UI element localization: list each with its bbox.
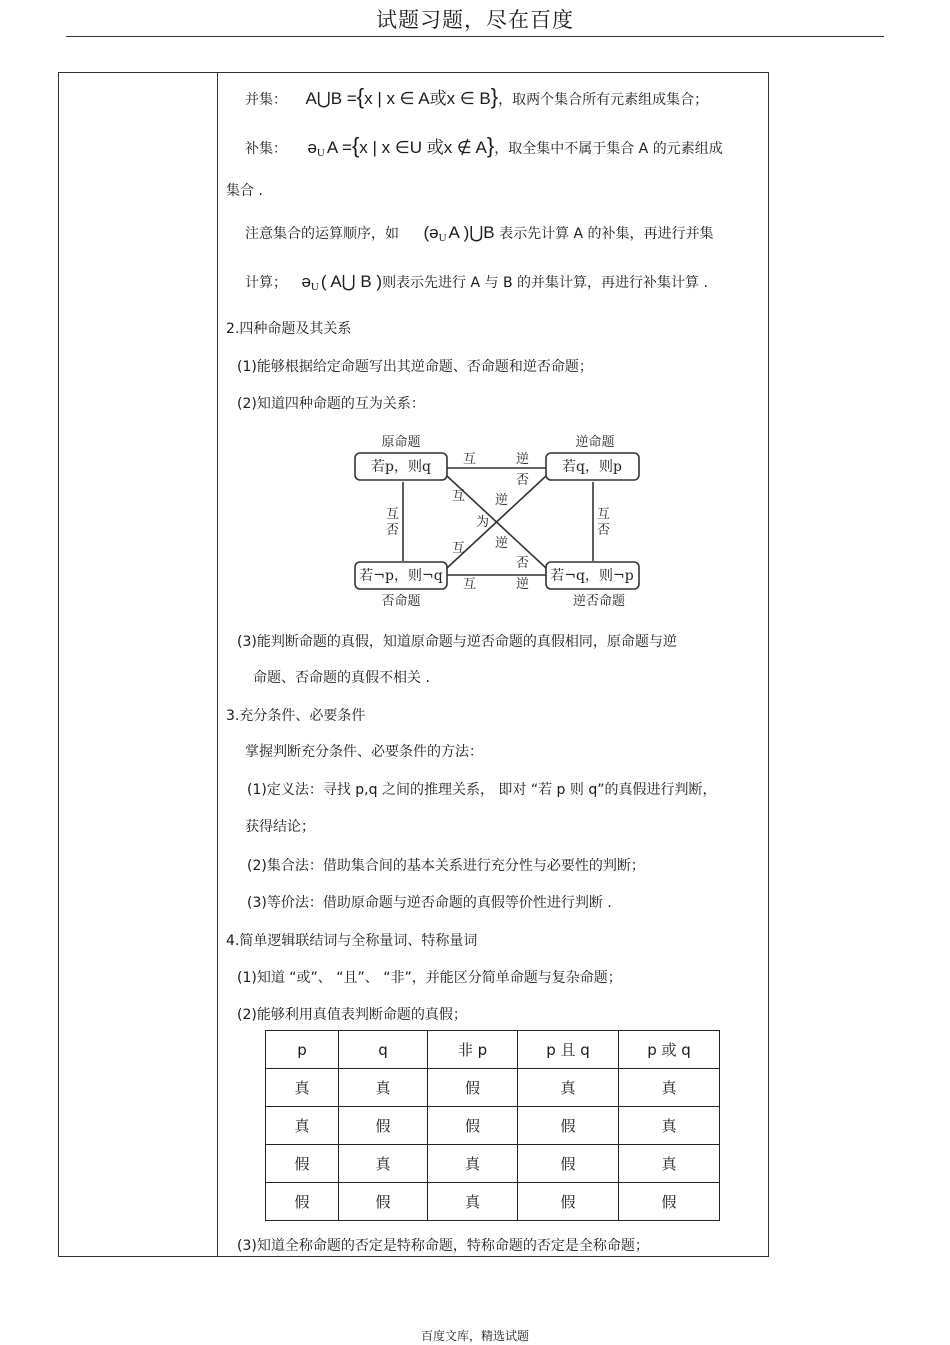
contrapositive-title: 逆否命题 bbox=[572, 594, 626, 609]
truth-table-cell: 假 bbox=[518, 1145, 619, 1183]
truth-table-cell: 假 bbox=[518, 1183, 619, 1221]
truth-table-row bbox=[266, 1145, 720, 1183]
four-propositions-diagram bbox=[350, 430, 650, 615]
header-rule bbox=[66, 36, 884, 37]
truth-table-cell: 真 bbox=[619, 1145, 720, 1183]
section3-title: 3.充分条件、必要条件 bbox=[226, 708, 366, 724]
converse-box-text: 若q，则p bbox=[562, 459, 622, 475]
label-ni: 逆 bbox=[516, 577, 530, 592]
section3-item2: (2)集合法：借助集合间的基本关系进行充分性与必要性的判断； bbox=[247, 858, 645, 874]
truth-table-cell: 真 bbox=[339, 1145, 428, 1183]
complement-label: 补集： bbox=[245, 141, 287, 157]
label-wei: 为 bbox=[476, 515, 490, 530]
section4-item1: (1)知道 “或”、 “且”、 “非”，并能区分简单命题与复杂命题； bbox=[237, 970, 622, 986]
section2-item3b: 命题、否命题的真假不相关 . bbox=[253, 670, 430, 686]
truth-table-header-cell: p bbox=[266, 1031, 339, 1069]
complement-rbrace: } bbox=[486, 133, 495, 158]
order-note-label2: 计算； bbox=[245, 275, 287, 291]
contrapositive-box-text: 若¬q，则¬p bbox=[550, 568, 634, 584]
union-label: 并集： bbox=[245, 92, 287, 108]
union-tail: ，取两个集合所有元素组成集合； bbox=[498, 92, 709, 108]
section3-item3: (3)等价法：借助原命题与逆否命题的真假等价性进行判断 . bbox=[247, 895, 612, 911]
column-divider bbox=[217, 72, 218, 1257]
truth-table-cell: 真 bbox=[518, 1069, 619, 1107]
label-ni: 逆 bbox=[495, 536, 509, 551]
complement-lhs: A = bbox=[326, 138, 352, 157]
order-note-mid: 表示先计算 A 的补集，再进行并集 bbox=[499, 226, 714, 242]
label-ni: 逆 bbox=[495, 493, 509, 508]
order-note-expr2: ( A⋃ B ) bbox=[320, 272, 383, 291]
order-note-sub2: U bbox=[310, 281, 319, 293]
truth-table-cell: 真 bbox=[339, 1069, 428, 1107]
truth-table-cell: 假 bbox=[428, 1107, 518, 1145]
section3-intro: 掌握判断充分条件、必要条件的方法： bbox=[245, 744, 483, 760]
section4-item3: (3)知道全称命题的否定是特称命题，特称命题的否定是全称命题； bbox=[237, 1238, 649, 1254]
section2-title: 2.四种命题及其关系 bbox=[226, 321, 352, 337]
truth-table-cell: 假 bbox=[339, 1183, 428, 1221]
truth-table-header-cell: p 或 q bbox=[619, 1031, 720, 1069]
union-lbrace: { bbox=[356, 84, 365, 109]
complement-sub: U bbox=[316, 147, 325, 159]
section4-title: 4.简单逻辑联结词与全称量词、特称量词 bbox=[226, 933, 478, 949]
label-ni: 逆 bbox=[516, 452, 530, 467]
truth-table bbox=[265, 1030, 720, 1221]
label-fou: 否 bbox=[386, 523, 400, 538]
truth-table-cell: 真 bbox=[428, 1183, 518, 1221]
union-line bbox=[245, 84, 708, 110]
truth-table-cell: 真 bbox=[619, 1069, 720, 1107]
label-hu: 互 bbox=[463, 452, 477, 467]
label-hu: 互 bbox=[386, 507, 400, 522]
union-lhs: A⋃B = bbox=[305, 89, 357, 108]
original-box-text: 若p，则q bbox=[371, 459, 431, 475]
truth-table-row bbox=[266, 1183, 720, 1221]
label-fou: 否 bbox=[516, 473, 530, 488]
truth-table-row bbox=[266, 1069, 720, 1107]
union-rbrace: } bbox=[490, 84, 499, 109]
complement-tail2: 集合 . bbox=[226, 183, 263, 199]
order-note-tail2: 则表示先进行 A 与 B 的并集计算，再进行补集计算 . bbox=[382, 275, 708, 291]
truth-table-header-cell: q bbox=[339, 1031, 428, 1069]
original-title: 原命题 bbox=[381, 435, 421, 450]
page-footer: 百度文库，精选试题 bbox=[420, 1329, 529, 1343]
complement-op: ə bbox=[307, 138, 317, 157]
order-note-sub: U bbox=[438, 232, 447, 244]
truth-table-header-cell: p 且 q bbox=[518, 1031, 619, 1069]
section2-item1: (1)能够根据给定命题写出其逆命题、否命题和逆否命题； bbox=[237, 359, 593, 375]
order-note-line2 bbox=[245, 272, 708, 293]
section4-item2: (2)能够利用真值表判断命题的真假； bbox=[237, 1007, 467, 1023]
truth-table-cell: 假 bbox=[428, 1069, 518, 1107]
section3-item1a: (1)定义法：寻找 p,q 之间的推理关系， 即对 “若 p 则 q”的真假进行判断， bbox=[247, 782, 717, 798]
label-hu: 互 bbox=[597, 507, 611, 522]
order-note-op: ə bbox=[429, 223, 439, 242]
truth-table-header-row bbox=[266, 1031, 720, 1069]
complement-line bbox=[245, 133, 723, 159]
union-set: x | x ∈ A或x ∈ B bbox=[364, 89, 491, 108]
label-fou: 否 bbox=[597, 523, 611, 538]
truth-table-cell: 假 bbox=[518, 1107, 619, 1145]
label-fou: 否 bbox=[516, 556, 530, 571]
order-note-prefix: 注意集合的运算顺序，如 bbox=[245, 226, 399, 242]
truth-table-cell: 真 bbox=[266, 1107, 339, 1145]
truth-table-cell: 假 bbox=[339, 1107, 428, 1145]
inverse-box-text: 若¬p，则¬q bbox=[359, 568, 443, 584]
truth-table-cell: 真 bbox=[619, 1107, 720, 1145]
complement-lbrace: { bbox=[351, 133, 360, 158]
section2-item2: (2)知道四种命题的互为关系： bbox=[237, 396, 425, 412]
page-header-title: 试题习题，尽在百度 bbox=[376, 8, 574, 32]
converse-title: 逆命题 bbox=[575, 435, 615, 450]
label-hu: 互 bbox=[463, 577, 477, 592]
order-note-expr1: A )⋃B bbox=[448, 223, 495, 242]
order-note-op2: ə bbox=[301, 272, 311, 291]
section2-item3a: (3)能判断命题的真假，知道原命题与逆否命题的真假相同，原命题与逆 bbox=[237, 634, 677, 650]
truth-table-cell: 真 bbox=[266, 1069, 339, 1107]
inverse-title: 否命题 bbox=[381, 594, 421, 609]
truth-table-cell: 假 bbox=[619, 1183, 720, 1221]
order-note-line1: 注意集合的运算顺序，如 (ə$_U$ A )⋃B 表示先计算 A 的补集，再进行并集 bbox=[245, 223, 714, 244]
label-hu: 互 bbox=[452, 489, 466, 504]
truth-table-cell: 真 bbox=[428, 1145, 518, 1183]
truth-table-row bbox=[266, 1107, 720, 1145]
truth-table-cell: 假 bbox=[266, 1145, 339, 1183]
section3-item1b: 获得结论； bbox=[245, 819, 315, 835]
label-hu: 互 bbox=[452, 541, 466, 556]
complement-tail: ，取全集中不属于集合 A 的元素组成 bbox=[494, 141, 723, 157]
complement-set: x | x ∈U 或x ∉ A bbox=[359, 138, 487, 157]
truth-table-header-cell: 非 p bbox=[428, 1031, 518, 1069]
truth-table-cell: 假 bbox=[266, 1183, 339, 1221]
